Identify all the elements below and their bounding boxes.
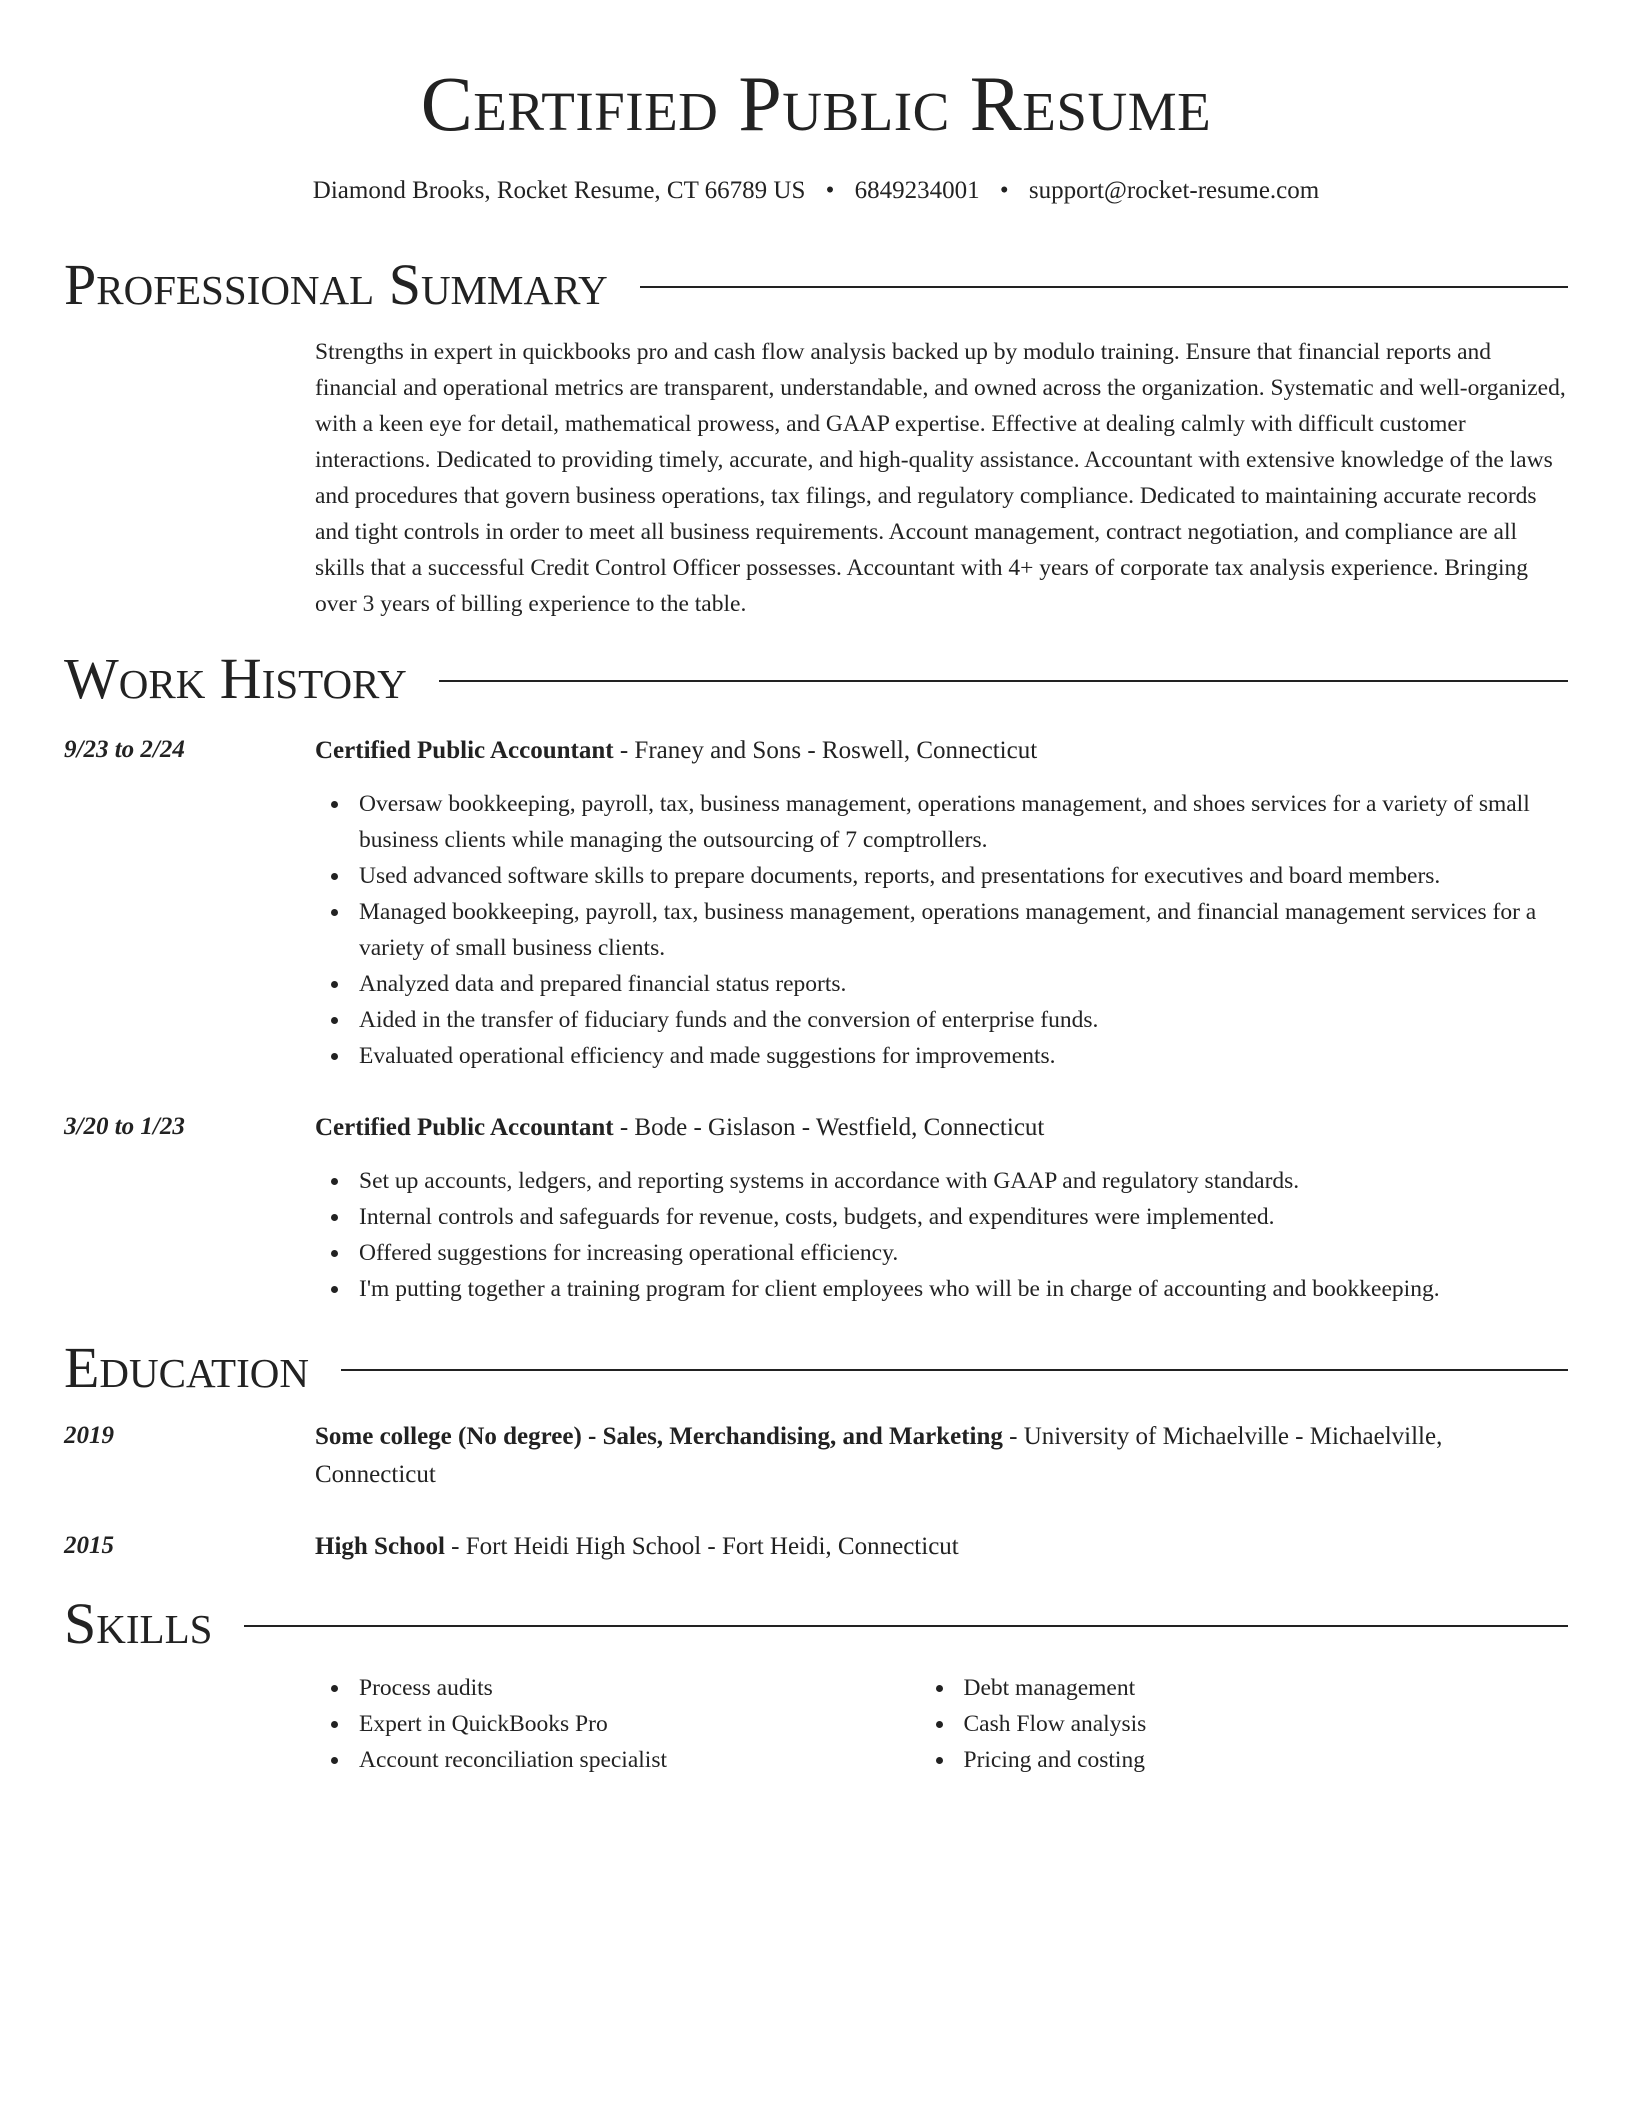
work-heading	[315, 732, 1568, 770]
contact-separator: •	[999, 177, 1009, 204]
contact-separator: •	[825, 177, 835, 204]
list-item: Used advanced software skills to prepare documents, reports, and presentations for executives and board members.	[359, 858, 1568, 894]
job-title: Certified Public Accountant	[315, 1114, 614, 1141]
degree: High School	[315, 1533, 445, 1560]
skill-item: Account reconciliation specialist	[359, 1742, 964, 1778]
education-entry	[64, 1528, 1568, 1566]
resume-title: Certified Public Resume	[420, 60, 1212, 147]
section-divider	[244, 1625, 1568, 1627]
section-divider	[341, 1369, 1568, 1371]
section-title-skills: Skills	[64, 1591, 213, 1656]
list-item: Evaluated operational efficiency and made suggestions for improvements.	[359, 1038, 1568, 1074]
skills-column-left	[359, 1670, 964, 1778]
skills-section-header	[64, 1591, 1568, 1657]
list-item: Set up accounts, ledgers, and reporting systems in accordance with GAAP and regulatory standards.	[359, 1163, 1568, 1199]
skill-item: Expert in QuickBooks Pro	[359, 1706, 964, 1742]
section-title-work: Work History	[64, 646, 407, 711]
list-item: I'm putting together a training program for client employees who will be in charge of accounting and bookkeeping.	[359, 1271, 1568, 1307]
work-heading	[315, 1109, 1568, 1147]
job-details: - Bode - Gislason - Westfield, Connecticut	[613, 1114, 1045, 1141]
school-details: - Fort Heidi High School - Fort Heidi, Connecticut	[444, 1533, 959, 1560]
list-item: Managed bookkeeping, payroll, tax, business management, operations management, and financial management services for a variety of small business clients.	[359, 894, 1568, 966]
section-divider	[640, 286, 1568, 288]
skill-item: Pricing and costing	[964, 1742, 1569, 1778]
skills-column-right	[964, 1670, 1569, 1778]
contact-line	[64, 176, 1568, 206]
work-section-header	[64, 646, 1568, 712]
education-year: 2015	[64, 1532, 114, 1559]
list-item: Aided in the transfer of fiduciary funds and the conversion of enterprise funds.	[359, 1002, 1568, 1038]
work-entry	[64, 732, 1568, 1074]
skill-item: Debt management	[964, 1670, 1569, 1706]
school-details: - University of Michaelville - Michaelville, Connecticut	[315, 1423, 1443, 1488]
section-title-education: Education	[64, 1335, 309, 1400]
work-bullets	[359, 1163, 1568, 1307]
resume-page	[64, 0, 1568, 1773]
skills-list	[359, 1670, 1568, 1778]
work-entry	[64, 1109, 1568, 1307]
job-details: - Franey and Sons - Roswell, Connecticut	[613, 737, 1038, 764]
list-item: Internal controls and safeguards for revenue, costs, budgets, and expenditures were implemented.	[359, 1199, 1568, 1235]
work-dates: 3/20 to 1/23	[64, 1113, 185, 1140]
skill-item: Process audits	[359, 1670, 964, 1706]
contact-email: support@rocket-resume.com	[1028, 177, 1320, 204]
education-heading	[315, 1418, 1568, 1494]
job-title: Certified Public Accountant	[315, 737, 614, 764]
section-divider	[439, 680, 1568, 682]
work-dates: 9/23 to 2/24	[64, 736, 185, 763]
education-section-header	[64, 1335, 1568, 1401]
contact-address: Diamond Brooks, Rocket Resume, CT 66789 US	[312, 177, 806, 204]
list-item: Oversaw bookkeeping, payroll, tax, business management, operations management, and shoes services for a variety of small business clients while managing the outsourcing of 7 comptrollers.	[359, 786, 1568, 858]
summary-section-header	[64, 252, 1568, 318]
list-item: Analyzed data and prepared financial status reports.	[359, 966, 1568, 1002]
education-year: 2019	[64, 1422, 114, 1449]
education-entry	[64, 1418, 1568, 1494]
summary-text: Strengths in expert in quickbooks pro and cash flow analysis backed up by modulo training. Ensure that financial reports and financial and operational metrics are transparent, understandable, and owned across the organization. Systematic and well-organized, with a keen eye for detail, mathematical prowess, and GAAP expertise. Effective at dealing calmly with difficult customer interactions. Dedicated to providing timely, accurate, and high-quality assistance. Accountant with extensive knowledge of the laws and procedures that govern business operations, tax filings, and regulatory compliance. Dedicated to maintaining accurate records and tight controls in order to meet all business requirements. Account management, contract negotiation, and compliance are all skills that a successful Credit Control Officer possesses. Accountant with 4+ years of corporate tax analysis experience. Bringing over 3 years of billing experience to the table.	[315, 339, 1566, 617]
contact-phone: 6849234001	[854, 177, 980, 204]
education-heading	[315, 1528, 1568, 1566]
skill-item: Cash Flow analysis	[964, 1706, 1569, 1742]
degree: Some college (No degree) - Sales, Merchandising, and Marketing	[315, 1423, 1003, 1450]
list-item: Offered suggestions for increasing operational efficiency.	[359, 1235, 1568, 1271]
work-bullets	[359, 786, 1568, 1074]
section-title-summary: Professional Summary	[64, 252, 608, 317]
